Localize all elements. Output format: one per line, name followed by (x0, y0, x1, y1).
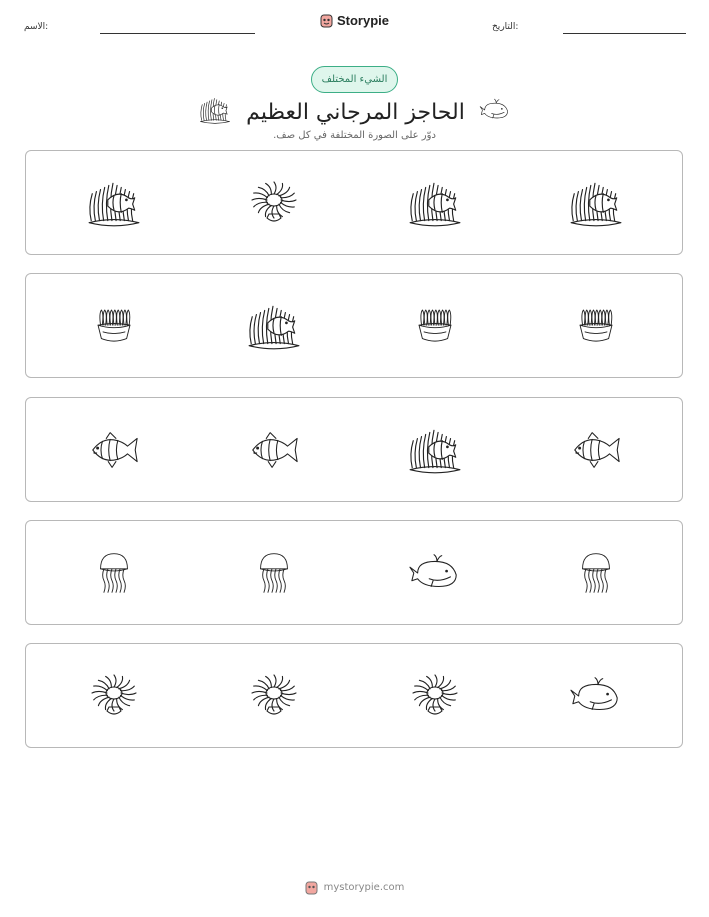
storypie-mascot-icon (305, 880, 318, 895)
footer (0, 880, 709, 895)
jellyfish-icon[interactable] (556, 521, 636, 624)
coral-reef-clownfish-icon[interactable] (395, 151, 475, 254)
coral-reef-clownfish-icon[interactable] (234, 274, 314, 377)
sea-anemone-pot-icon[interactable] (395, 274, 475, 377)
clownfish-icon[interactable] (234, 398, 314, 501)
brand-name: Storypie (336, 13, 389, 28)
coral-reef-clownfish-icon[interactable] (556, 151, 636, 254)
whale-icon[interactable] (395, 521, 475, 624)
sea-anemone-pot-icon[interactable] (74, 274, 154, 377)
puzzle-row-1 (25, 150, 683, 255)
coral-reef-clownfish-icon (198, 94, 232, 130)
anemone-icon[interactable] (234, 151, 314, 254)
puzzle-row-5 (25, 643, 683, 748)
coral-reef-clownfish-icon[interactable] (74, 151, 154, 254)
clownfish-icon[interactable] (556, 398, 636, 501)
sea-anemone-pot-icon[interactable] (556, 274, 636, 377)
whale-icon[interactable] (556, 644, 636, 747)
anemone-icon[interactable] (395, 644, 475, 747)
title-row (0, 94, 709, 130)
footer-url[interactable]: mystorypie.com (323, 882, 405, 893)
date-label: التاريخ: (492, 22, 519, 32)
jellyfish-icon[interactable] (74, 521, 154, 624)
worksheet-type-badge: الشيء المختلف (311, 66, 399, 93)
name-input-line[interactable] (100, 33, 255, 34)
puzzle-row-2 (25, 273, 683, 378)
brand-logo (0, 13, 709, 28)
whale-icon (479, 98, 511, 126)
puzzle-row-4 (25, 520, 683, 625)
storypie-mascot-icon (320, 13, 333, 28)
coral-reef-clownfish-icon[interactable] (395, 398, 475, 501)
name-label: الاسم: (24, 22, 49, 32)
anemone-icon[interactable] (234, 644, 314, 747)
page-title: الحاجز المرجاني العظيم (246, 99, 465, 125)
clownfish-icon[interactable] (74, 398, 154, 501)
anemone-icon[interactable] (74, 644, 154, 747)
instruction-text: دوّر على الصورة المختلفة في كل صف. (273, 130, 436, 141)
date-input-line[interactable] (563, 33, 686, 34)
puzzle-row-3 (25, 397, 683, 502)
jellyfish-icon[interactable] (234, 521, 314, 624)
